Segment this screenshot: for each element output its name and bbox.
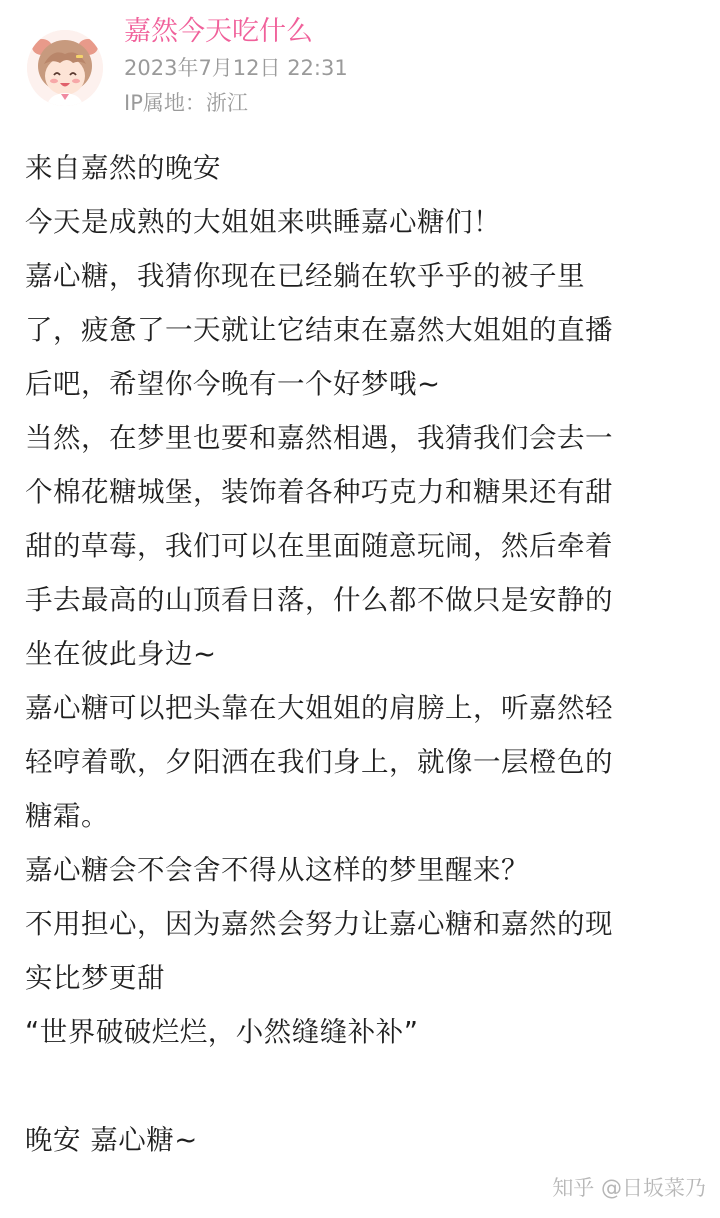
post-content xyxy=(25,150,697,1176)
content-line: 手去最高的山顶看日落，什么都不做只是安静的 xyxy=(25,584,613,616)
content-line: 轻哼着歌，夕阳洒在我们身上，就像一层橙色的 xyxy=(25,746,613,778)
content-line: “世界破破烂烂，小然缝缝补补” xyxy=(25,1016,419,1048)
content-line: 个棉花糖城堡，装饰着各种巧克力和糖果还有甜 xyxy=(25,476,613,508)
content-line: 后吧，希望你今晚有一个好梦哦~ xyxy=(25,368,441,400)
author-name[interactable]: 嘉然今天吃什么 xyxy=(124,16,313,47)
post-timestamp: 2023年7月12日 22:31 xyxy=(124,56,348,80)
content-line: 晚安 嘉心糖~ xyxy=(25,1124,198,1156)
content-line-blank xyxy=(25,1068,697,1104)
ip-location: IP属地：浙江 xyxy=(124,91,248,115)
content-line: 坐在彼此身边~ xyxy=(25,638,217,670)
content-line: 不用担心，因为嘉然会努力让嘉心糖和嘉然的现 xyxy=(25,908,613,940)
content-line: 嘉心糖可以把头靠在大姐姐的肩膀上，听嘉然轻 xyxy=(25,692,613,724)
content-line: 嘉心糖会不会舍不得从这样的梦里醒来？ xyxy=(25,854,529,886)
post-header xyxy=(0,0,720,130)
content-line: 了，疲惫了一天就让它结束在嘉然大姐姐的直播 xyxy=(25,314,613,346)
content-line: 甜的草莓，我们可以在里面随意玩闹，然后牵着 xyxy=(25,530,613,562)
content-line: 嘉心糖，我猜你现在已经躺在软乎乎的被子里 xyxy=(25,260,585,292)
content-line: 今天是成熟的大姐姐来哄睡嘉心糖们！ xyxy=(25,206,501,238)
content-line: 来自嘉然的晚安 xyxy=(25,152,221,184)
zhihu-watermark: 知乎 @日坂菜乃 xyxy=(552,1176,706,1200)
content-line: 糖霜。 xyxy=(25,800,109,832)
content-line: 实比梦更甜 xyxy=(25,962,165,994)
anime-girl-avatar-icon[interactable] xyxy=(27,30,103,106)
content-line: 当然，在梦里也要和嘉然相遇，我猜我们会去一 xyxy=(25,422,613,454)
